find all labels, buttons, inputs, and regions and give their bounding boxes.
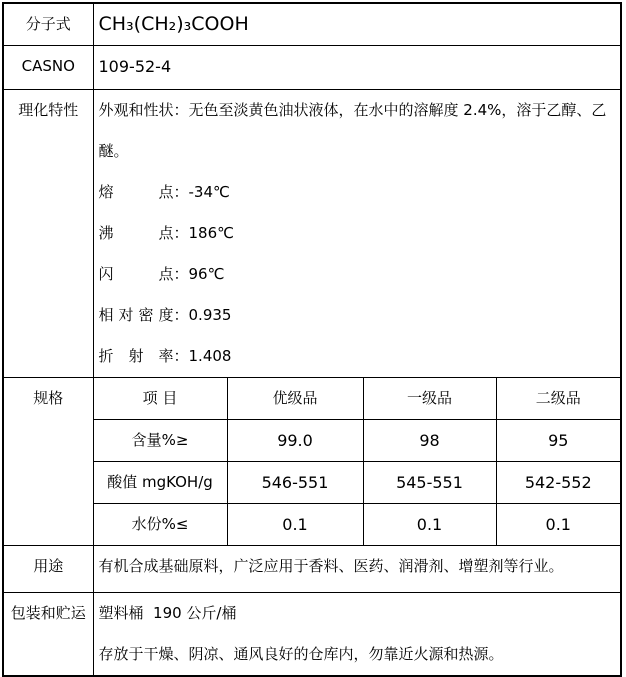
- physical-properties-cell: [93, 90, 621, 378]
- relative-density-value: 0.935: [188, 306, 232, 324]
- flash-point-key: 闪点: [98, 265, 174, 283]
- formula-label: 分子式: [3, 3, 93, 46]
- row-usage: [3, 546, 621, 593]
- spec-row-acid-value: [3, 462, 621, 504]
- spec-acid-premium: 546-551: [227, 462, 363, 504]
- flash-point-value: 96℃: [188, 265, 225, 283]
- spec-content-premium: 99.0: [227, 420, 363, 462]
- melting-point-separator: ：: [173, 183, 189, 201]
- flash-point-separator: ：: [173, 265, 189, 283]
- casno-label: CASNO: [3, 46, 93, 90]
- spec-acid-first: 545-551: [363, 462, 496, 504]
- flash-point-line: [99, 254, 616, 295]
- appearance-value: 无色至淡黄色油状液体，在水中的溶解度 2.4%，溶于乙醇、乙醚。: [98, 101, 607, 160]
- relative-density-line: [99, 295, 616, 336]
- refractive-index-key: 折射率: [98, 347, 174, 365]
- spec-header-item: 项 目: [93, 378, 227, 420]
- spec-moisture-premium: 0.1: [227, 504, 363, 546]
- spec-content-second: 95: [496, 420, 621, 462]
- row-physical-properties: [3, 90, 621, 378]
- row-formula: [3, 3, 621, 46]
- usage-value: 有机合成基础原料，广泛应用于香料、医药、润滑剂、增塑剂等行业。: [93, 546, 621, 593]
- formula-value: CH₃(CH₂)₃COOH: [93, 3, 621, 46]
- spec-moisture-item: 水份%≤: [93, 504, 227, 546]
- spec-label: 规格: [3, 378, 93, 546]
- row-casno: [3, 46, 621, 90]
- boiling-point-line: [99, 213, 616, 254]
- spec-moisture-first: 0.1: [363, 504, 496, 546]
- melting-point-value: -34℃: [188, 183, 230, 201]
- boiling-point-key: 沸点: [98, 224, 174, 242]
- casno-value: 109-52-4: [93, 46, 621, 90]
- relative-density-key: 相对密度: [98, 306, 174, 324]
- melting-point-line: [99, 172, 616, 213]
- boiling-point-value: 186℃: [188, 224, 234, 242]
- melting-point-key: 熔点: [98, 183, 174, 201]
- physical-properties-label: 理化特性: [3, 90, 93, 378]
- spec-row-content: [3, 420, 621, 462]
- packaging-storage-cell: [93, 593, 621, 677]
- appearance-key: 外观和性状: [98, 101, 174, 119]
- refractive-index-separator: ：: [173, 347, 189, 365]
- packaging-storage-label: 包装和贮运: [3, 593, 93, 677]
- usage-label: 用途: [3, 546, 93, 593]
- spec-header-second-grade: 二级品: [496, 378, 621, 420]
- spec-acid-item: 酸值 mgKOH/g: [93, 462, 227, 504]
- relative-density-separator: ：: [173, 306, 189, 324]
- spec-content-first: 98: [363, 420, 496, 462]
- spec-moisture-second: 0.1: [496, 504, 621, 546]
- spec-header-first-grade: 一级品: [363, 378, 496, 420]
- spec-header-row: [3, 378, 621, 420]
- refractive-index-value: 1.408: [188, 347, 232, 365]
- spec-content-item: 含量%≥: [93, 420, 227, 462]
- packaging-line: 塑料桶 190 公斤/桶: [98, 604, 237, 622]
- row-packaging-storage: [3, 593, 621, 677]
- product-spec-table: [2, 2, 622, 677]
- appearance-line: [99, 90, 616, 172]
- storage-line: 存放于干燥、阴凉、通风良好的仓库内，勿靠近火源和热源。: [98, 645, 504, 663]
- spec-row-moisture: [3, 504, 621, 546]
- refractive-index-line: [99, 336, 616, 377]
- spec-acid-second: 542-552: [496, 462, 621, 504]
- boiling-point-separator: ：: [173, 224, 189, 242]
- appearance-separator: ：: [173, 101, 189, 119]
- spec-header-premium-grade: 优级品: [227, 378, 363, 420]
